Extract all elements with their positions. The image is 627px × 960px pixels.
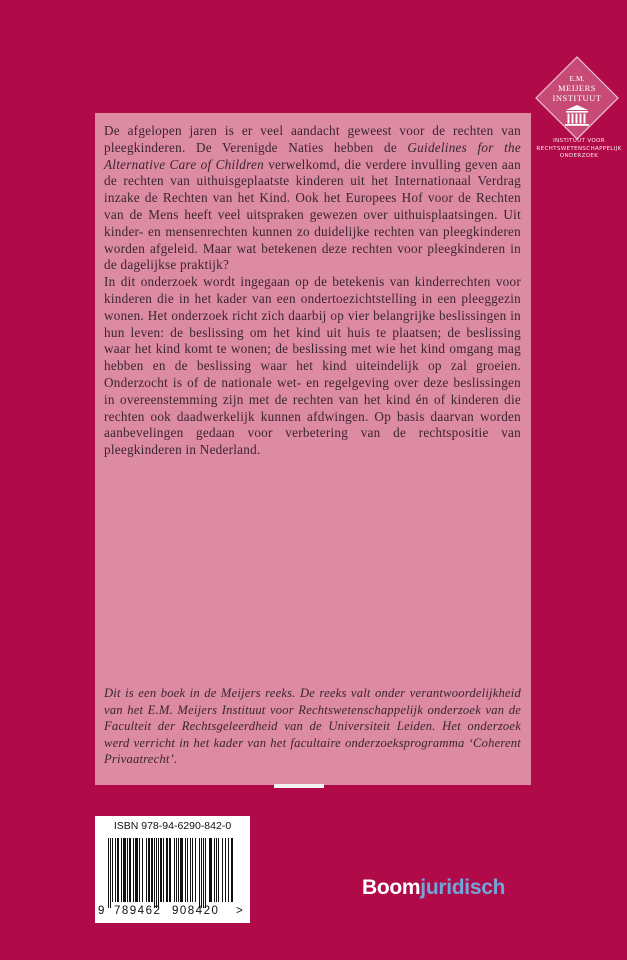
barcode-bar: [133, 838, 134, 902]
barcode-bar: [195, 838, 196, 902]
series-note: Dit is een boek in de Meijers reeks. De reeks valt onder verantwoordelijkheid van het E.M. Meijers Instituut voor Rechtswetenschappelijk onderzoek van de Faculteit der Rechtsgeleerdheid van de Universiteit Leiden. Het onderzoek werd verricht in het kader van het facultaire onderzoeksprogramma ‘Coherent Privaatrecht’.: [104, 686, 521, 767]
barcode-bar: [187, 838, 188, 902]
barcode-bar: [127, 838, 128, 902]
barcode-bar: [185, 838, 186, 902]
logo-text-meijers: MEIJERS: [558, 83, 596, 93]
barcode-bar: [146, 838, 147, 902]
barcode-bar: [166, 838, 168, 902]
barcode-bar: [176, 838, 177, 902]
barcode-bar: [201, 838, 202, 908]
barcode-digit-first: 9: [98, 905, 105, 917]
barcode-bar: [190, 838, 191, 902]
barcode-bar: [154, 838, 155, 908]
barcode-bar: [209, 838, 212, 902]
guidelines-title: Guidelines for the Alternative Care of Children: [104, 139, 521, 172]
barcode-bar: [151, 838, 153, 902]
publisher-name-boom: Boom: [362, 876, 421, 899]
isbn-label: ISBN 978-94-6290-842-0: [113, 820, 232, 832]
barcode-digits-right: 908420: [172, 905, 220, 917]
barcode-bar: [216, 838, 217, 902]
barcode-bar: [174, 838, 175, 902]
publisher-name-juridisch: juridisch: [420, 876, 506, 899]
barcode-bar: [108, 838, 109, 908]
barcode-bar: [148, 838, 150, 902]
barcode-bar: [222, 838, 223, 902]
barcode-bar: [129, 838, 131, 902]
barcode-bar: [192, 838, 193, 902]
description-paragraph-1: De afgelopen jaren is er veel aandacht geweest voor de rechten van pleegkinderen. De Verenigde Naties hebben de Guidelines for the Alternative Care of Children verwelkomd, die verdere invulling geven aan de rechten van uithuisgeplaatste kinderen uit het Internationaal Verdrag inzake de Rechten van het Kind. Ook het Europees Hof voor de Rechten van de Mens heeft veel uitspraken gewezen over uithuisplaatsingen. Uit kinder- en mensenrechten kunnen zo duidelijke rechten van pleegkinderen worden afgeleid. Maar wat betekenen deze rechten voor pleegkinderen in de dagelijkse praktijk?: [104, 123, 521, 273]
panel-tab-marker: [274, 784, 324, 788]
barcode-bar: [228, 838, 229, 902]
barcode-bar: [180, 838, 183, 902]
logo-caption: INSTITUUT VOOR RECHTSWETENSCHAPPELIJK ONDERZOEK: [536, 138, 622, 160]
logo-text-instituut: INSTITUUT: [552, 93, 602, 103]
barcode-bar: [199, 838, 200, 908]
barcode-bar: [117, 838, 119, 902]
barcode-bar: [135, 838, 138, 902]
isbn-barcode: [95, 816, 250, 923]
barcode-bar: [231, 838, 233, 902]
barcode-bar: [214, 838, 215, 902]
barcode-bar: [169, 838, 171, 902]
barcode-bar: [158, 838, 159, 908]
barcode-bar: [225, 838, 226, 902]
barcode-bar: [112, 838, 113, 902]
barcode-bar: [160, 838, 162, 902]
description-paragraph-2: In dit onderzoek wordt ingegaan op de betekenis van kinderrechten voor kinderen die in het kader van een ondertoezichtstelling in een pleeggezin wonen. Het onderzoek richt zich daarbij op vier belangrijke beslissingen in hun leven: de beslissing om het kind uit huis te plaatsen; de beslissing waar het kind komt te wonen; de beslissing met wie het kind omgang mag hebben en de beslissing waar het kind uiteindelijk op zal groeien. Onderzocht is of de nationale wet- en regelgeving over deze beslissingen in overeenstemming zijn met de rechten van het kind én of kinderen die rechten ook daadwerkelijk kunnen afdwingen. Op basis daarvan worden aanbevelingen gedaan voor verbetering van de rechtspositie van pleegkinderen in Nederland.: [104, 274, 521, 458]
barcode-bars: [108, 838, 238, 908]
barcode-digits-left: 789462: [114, 905, 162, 917]
barcode-bar: [156, 838, 157, 908]
barcode-bar: [139, 838, 140, 902]
logo-text-em: E.M.: [569, 74, 585, 83]
barcode-bar: [178, 838, 179, 902]
publisher-logo: [362, 876, 505, 900]
barcode-bar: [203, 838, 204, 908]
barcode-bar: [142, 838, 143, 902]
barcode-bar: [115, 838, 116, 902]
back-cover-description: [104, 123, 521, 459]
barcode-bar: [163, 838, 164, 902]
barcode-bar: [121, 838, 122, 902]
barcode-quiet-mark: >: [236, 905, 243, 917]
barcode-bar: [205, 838, 206, 908]
barcode-bar: [123, 838, 126, 902]
barcode-bar: [110, 838, 111, 908]
barcode-bar: [218, 838, 219, 902]
